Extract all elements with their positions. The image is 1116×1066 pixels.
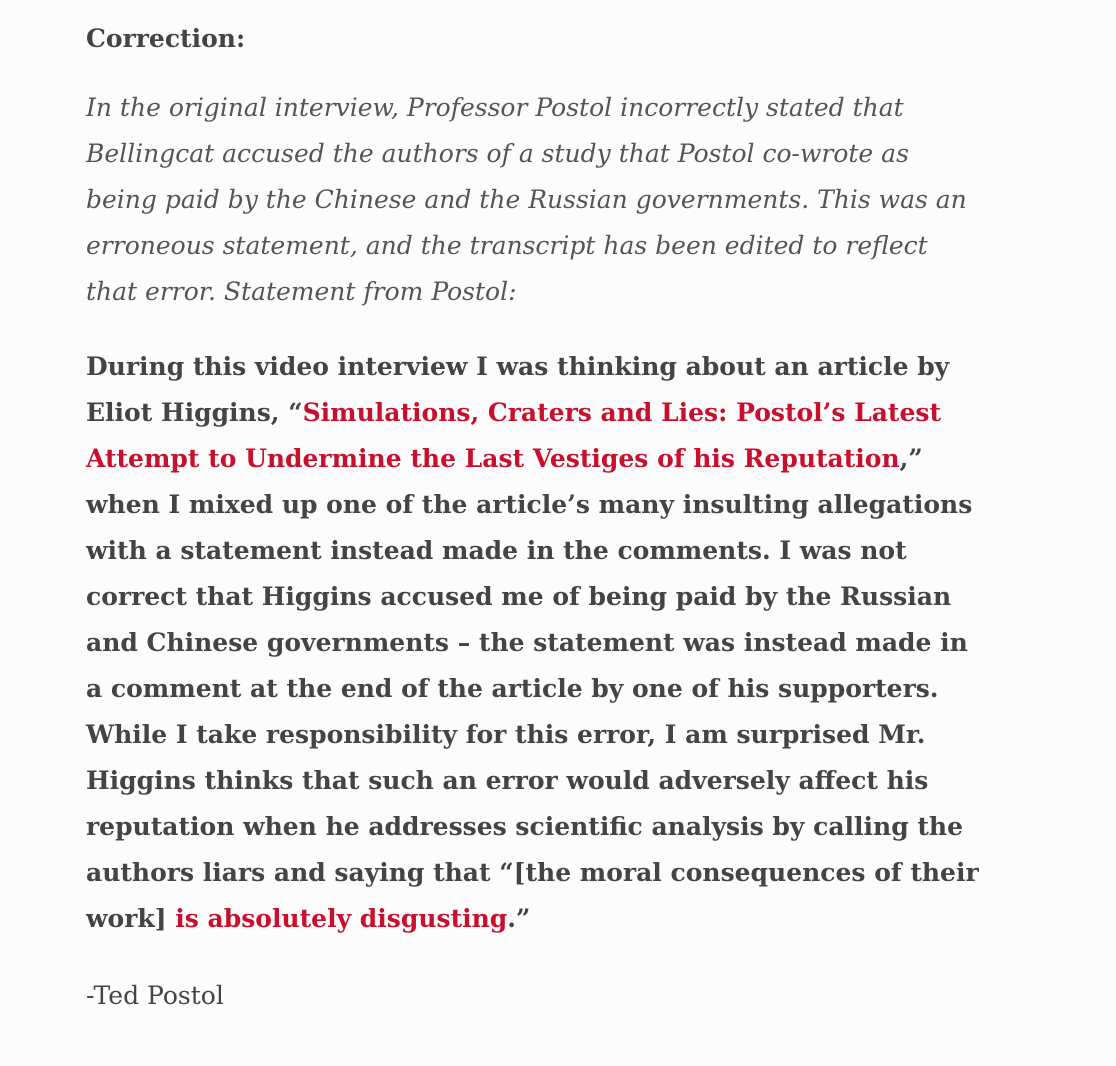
- absolutely-disgusting-link[interactable]: is absolutely disgusting: [175, 904, 508, 933]
- statement-text-3: .”: [507, 904, 531, 933]
- article-content: [86, 18, 986, 1019]
- simulations-article-link[interactable]: Simulations, Craters and Lies: Postol’s Latest Attempt to Undermine the Last Vestiges of his Reputation: [86, 398, 941, 473]
- correction-heading: Correction:: [86, 24, 246, 53]
- postol-statement: [86, 344, 986, 942]
- statement-text-1: During this video interview I was thinking about an article by Eliot Higgins, “: [86, 352, 950, 427]
- statement-text-2: ,” when I mixed up one of the article’s many insulting allegations with a statement instead made in the comments. I was not correct that Higgins accused me of being paid by the Russian and Chinese governments – the statement was instead made in a comment at the end of the article by one of his supporters. While I take responsibility for this error, I am surprised Mr. Higgins thinks that such an error would adversely affect his reputation when he addresses scientific analysis by calling the authors liars and saying that “[the moral consequences of their work]: [86, 444, 979, 933]
- signature: -Ted Postol: [86, 981, 224, 1010]
- correction-note: In the original interview, Professor Postol incorrectly stated that Bellingcat accused the authors of a study that Postol co-wrote as being paid by the Chinese and the Russian governments. This was an erroneous statement, and the transcript has been edited to reflect that error. Statement from Postol:: [86, 93, 967, 306]
